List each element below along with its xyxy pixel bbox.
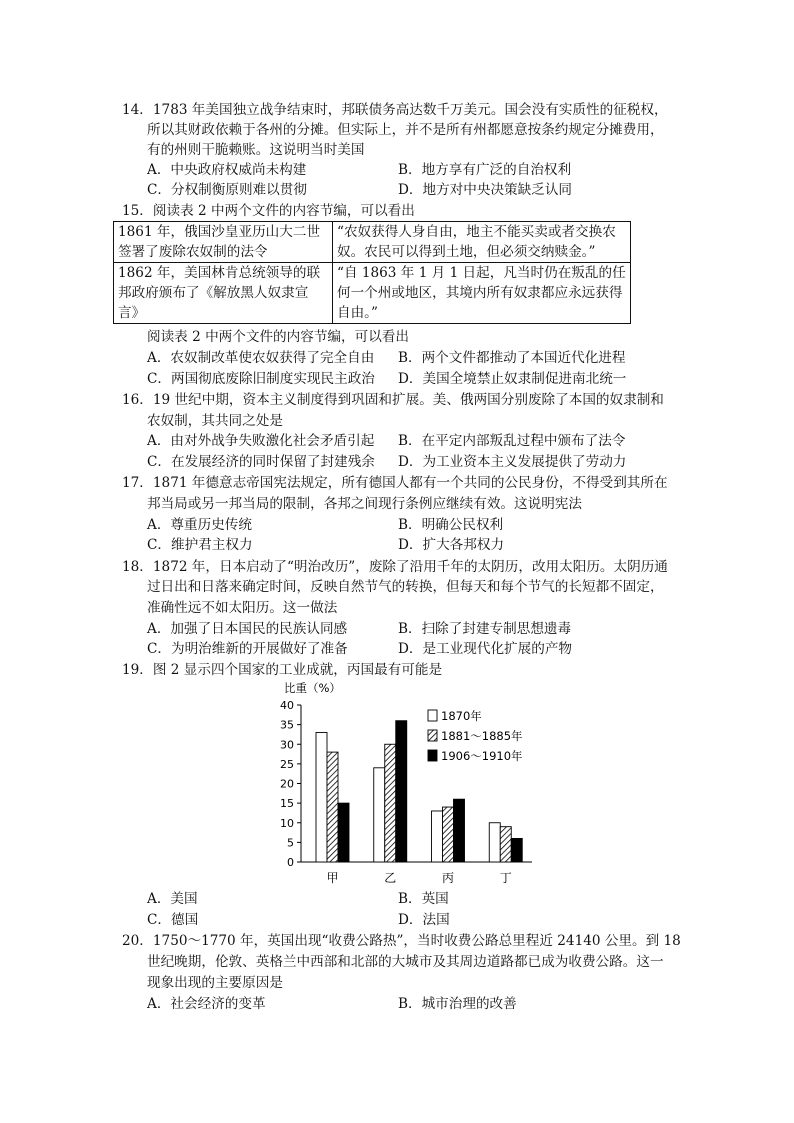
q14-stem-line2: 所以其财政依赖于各州的分摊。但实际上，并不是所有州都愿意按条约规定分摊费用， xyxy=(147,122,664,138)
table-cell-line: 签署了废除农奴制的法令 xyxy=(118,244,268,260)
x-tick-label: 甲 xyxy=(326,871,339,885)
table-cell-usa-quote xyxy=(333,263,631,324)
q16-stem-line1: 16．19 世纪中期，资本主义制度得到巩固和扩展。美、俄两国分别废除了本国的奴隶制和 xyxy=(122,392,664,408)
q15-repeat-stem: 阅读表 2 中两个文件的内容节编，可以看出 xyxy=(147,329,409,345)
x-tick-label: 丙 xyxy=(441,871,455,885)
bar xyxy=(511,838,522,862)
q15-option-b: B．两个文件都推动了本国近代化进程 xyxy=(398,350,626,366)
industry-share-chart xyxy=(270,678,540,890)
q16-option-d: D．为工业资本主义发展提供了劳动力 xyxy=(398,454,627,470)
q14-stem-line3: 有的州则干脆赖账。这说明当时美国 xyxy=(147,142,365,158)
q18-option-a: A．加强了日本国民的民族认同感 xyxy=(147,621,348,637)
legend-label: 1881～1885年 xyxy=(441,729,523,743)
table-cell-line: “自 1863 年 1 月 1 日起，凡当时仍在叛乱的任 xyxy=(337,265,626,281)
y-tick-label: 25 xyxy=(280,757,294,771)
table-row xyxy=(114,222,631,263)
bar xyxy=(396,721,407,862)
table-cell-line: 1862 年，美国林肯总统领导的联 xyxy=(118,265,321,281)
bar xyxy=(385,744,396,862)
bar xyxy=(500,827,511,862)
y-tick-label: 30 xyxy=(280,738,294,752)
table-cell-line: “农奴获得人身自由，地主不能买卖或者交换农 xyxy=(337,224,616,240)
q18-stem-line3: 准确性远不如太阳历。这一做法 xyxy=(147,600,338,616)
table-cell-line: 言》 xyxy=(118,305,146,321)
q15-option-a: A．农奴制改革使农奴获得了完全自由 xyxy=(147,350,375,366)
table-cell-line: 自由。” xyxy=(337,305,378,321)
document-table xyxy=(113,221,631,324)
q15-option-c: C．两国彻底废除旧制度实现民主政治 xyxy=(147,371,375,387)
q17-option-d: D．扩大各邦权力 xyxy=(398,537,505,553)
q15-stem: 15．阅读表 2 中两个文件的内容节编，可以看出 xyxy=(122,203,415,219)
legend-swatch xyxy=(428,750,437,761)
q14-option-d: D．地方对中央决策缺乏认同 xyxy=(398,182,573,198)
q16-option-b: B．在平定内部叛乱过程中颁布了法令 xyxy=(398,433,626,449)
q18-option-b: B．扫除了封建专制思想遗毒 xyxy=(398,621,572,637)
legend-swatch xyxy=(428,710,437,721)
q14-option-c: C．分权制衡原则难以贯彻 xyxy=(147,182,307,198)
y-tick-label: 15 xyxy=(280,797,294,811)
y-tick-label: 35 xyxy=(280,718,294,732)
q20-option-a: A．社会经济的变革 xyxy=(147,996,266,1012)
q14-stem-line1: 14．1783 年美国独立战争结束时，邦联债务高达数千万美元。国会没有实质性的征税权， xyxy=(122,102,668,118)
q19-stem: 19．图 2 显示四个国家的工业成就，丙国最有可能是 xyxy=(122,662,443,678)
y-tick-label: 10 xyxy=(280,816,294,830)
bar xyxy=(327,752,338,862)
table-cell-line: 1861 年，俄国沙皇亚历山大二世 xyxy=(118,224,321,240)
table-cell-line: 何一个州或地区，其境内所有奴隶都应永远获得 xyxy=(337,285,623,301)
q20-stem-line1: 20．1750～1770 年，英国出现“收费公路热”，当时收费公路总里程近 24140 公里。到 18 xyxy=(122,933,681,949)
bar xyxy=(374,768,385,862)
bar xyxy=(432,811,443,862)
table-cell-line: 邦政府颁布了《解放黑人奴隶宣 xyxy=(118,285,309,301)
q14-option-a: A．中央政府权威尚未构建 xyxy=(147,162,307,178)
y-tick-label: 0 xyxy=(287,856,294,869)
x-tick-label: 乙 xyxy=(384,871,397,885)
q18-option-d: D．是工业现代化扩展的产物 xyxy=(398,641,573,657)
table-cell-russia xyxy=(114,222,333,263)
q14-option-b: B．地方享有广泛的自治权利 xyxy=(398,162,572,178)
x-axis-labels xyxy=(326,871,511,885)
y-axis-label: 比重（%） xyxy=(284,681,341,695)
q17-stem-line2: 邦当局或另一邦当局的限制，各邦之间现行条例应继续有效。这说明宪法 xyxy=(147,496,582,512)
q15-option-d: D．美国全境禁止奴隶制促进南北统一 xyxy=(398,371,627,387)
q20-stem-line2: 世纪晚期，伦敦、英格兰中西部和北部的大城市及其周边道路都已成为收费公路。这一 xyxy=(147,954,664,970)
q19-option-b: B．英国 xyxy=(398,891,449,907)
bar xyxy=(316,732,327,862)
q20-option-b: B．城市治理的改善 xyxy=(398,996,517,1012)
q17-option-b: B．明确公民权利 xyxy=(398,517,504,533)
y-tick-label: 5 xyxy=(287,836,294,850)
table-cell-line: 奴。农民可以得到土地，但必须交纳赎金。” xyxy=(337,244,596,260)
q17-stem-line1: 17．1871 年德意志帝国宪法规定，所有德国人都有一个共同的公民身份，不得受到其所在 xyxy=(122,475,668,491)
q18-stem-line2: 过日出和日落来确定时间，反映自然节气的转换，但每天和每个节气的长短都不固定， xyxy=(147,579,664,595)
q18-option-c: C．为明治维新的开展做好了准备 xyxy=(147,641,348,657)
table-cell-russia-quote xyxy=(333,222,631,263)
q19-option-a: A．美国 xyxy=(147,891,198,907)
y-tick-label: 40 xyxy=(280,699,294,712)
q18-stem-line1: 18．1872 年，日本启动了“明治改历”，废除了沿用千年的太阴历，改用太阳历。太阴历通 xyxy=(122,559,668,575)
q17-option-c: C．维护君主权力 xyxy=(147,537,253,553)
table-cell-usa xyxy=(114,263,333,324)
table-row xyxy=(114,263,631,324)
q16-option-a: A．由对外战争失败激化社会矛盾引起 xyxy=(147,433,375,449)
bar xyxy=(443,807,454,862)
legend xyxy=(428,709,523,763)
y-tick-label: 20 xyxy=(280,777,294,791)
q16-stem-line2: 农奴制，其共同之处是 xyxy=(147,413,283,429)
q19-option-c: C．德国 xyxy=(147,912,199,928)
bar xyxy=(489,823,500,862)
legend-swatch xyxy=(428,730,437,741)
q19-option-d: D．法国 xyxy=(398,912,450,928)
bar xyxy=(338,803,349,862)
x-tick-label: 丁 xyxy=(499,871,512,885)
q17-option-a: A．尊重历史传统 xyxy=(147,517,252,533)
q16-option-c: C．在发展经济的同时保留了封建残余 xyxy=(147,454,375,470)
q20-stem-line3: 现象出现的主要原因是 xyxy=(147,975,283,991)
legend-label: 1870年 xyxy=(441,709,482,723)
legend-label: 1906～1910年 xyxy=(441,749,523,763)
bar xyxy=(454,799,465,862)
